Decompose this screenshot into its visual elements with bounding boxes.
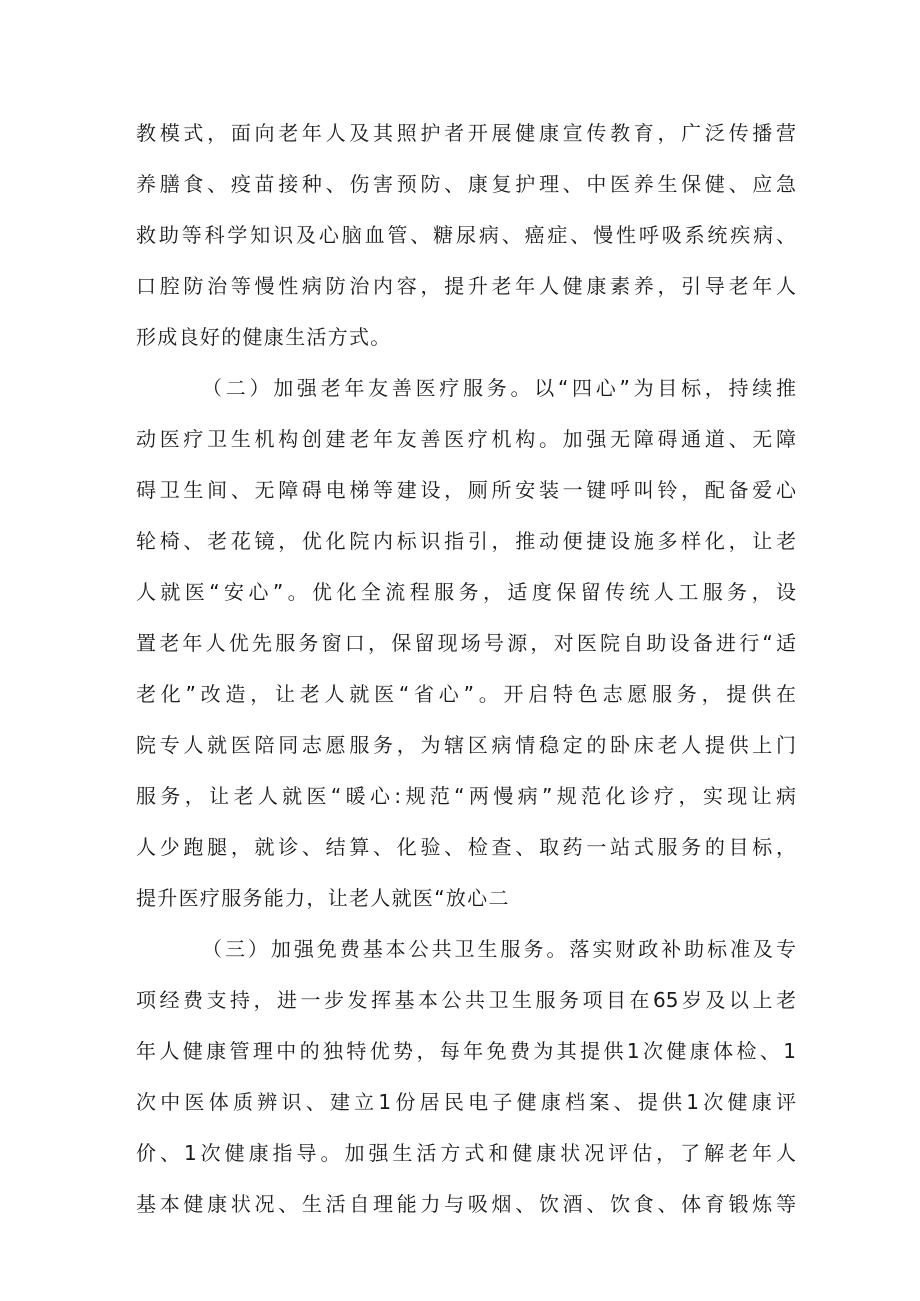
text-line: 项经费支持，进一步发挥基本公共卫生服务项目在65岁及以上老 <box>136 988 796 1012</box>
text-line: 轮椅、老花镜，优化院内标识指引，推动便捷设施多样化，让老 <box>136 529 796 553</box>
text-line: 年人健康管理中的独特优势，每年免费为其提供1次健康体检、1 <box>136 1039 796 1063</box>
text-line: 置老年人优先服务窗口，保留现场号源，对医院自助设备进行“适 <box>136 631 796 655</box>
text-line: 口腔防治等慢性病防治内容，提升老年人健康素养，引导老年人 <box>136 274 796 298</box>
text-line: 救助等科学知识及心脑血管、糖尿病、癌症、慢性呼吸系统疾病、 <box>136 223 796 247</box>
text-line: 老化”改造，让老人就医“省心”。开启特色志愿服务，提供在 <box>136 682 796 706</box>
text-line: 人少跑腿，就诊、结算、化验、检查、取药一站式服务的目标， <box>136 835 796 859</box>
text-line: 形成良好的健康生活方式。 <box>136 325 392 349</box>
text-line: 碍卫生间、无障碍电梯等建设，厕所安装一键呼叫铃，配备爱心 <box>136 478 796 502</box>
text-line: 人就医“安心”。优化全流程服务，适度保留传统人工服务，设 <box>136 580 796 604</box>
text-line: 教模式，面向老年人及其照护者开展健康宣传教育，广泛传播营 <box>136 121 796 145</box>
text-line: 院专人就医陪同志愿服务，为辖区病情稳定的卧床老人提供上门 <box>136 733 796 757</box>
text-line: 养膳食、疫苗接种、伤害预防、康复护理、中医养生保健、应急 <box>136 172 796 196</box>
section-heading-line: （三）加强免费基本公共卫生服务。落实财政补助标准及专 <box>202 937 796 961</box>
text-line: 服务，让老人就医“暖心:规范“两慢病”规范化诊疗，实现让病 <box>136 784 796 808</box>
text-line: 次中医体质辨识、建立1份居民电子健康档案、提供1次健康评 <box>136 1090 796 1114</box>
body-text <box>136 108 796 1230</box>
text-line: 基本健康状况、生活自理能力与吸烟、饮酒、饮食、体育锻炼等 <box>136 1192 796 1216</box>
text-line: 提升医疗服务能力，让老人就医“放心二 <box>136 886 510 910</box>
section-heading-line: （二）加强老年友善医疗服务。以“四心”为目标，持续推 <box>202 376 796 400</box>
text-line: 动医疗卫生机构创建老年友善医疗机构。加强无障碍通道、无障 <box>136 427 796 451</box>
text-line: 价、1次健康指导。加强生活方式和健康状况评估，了解老年人 <box>136 1141 796 1165</box>
